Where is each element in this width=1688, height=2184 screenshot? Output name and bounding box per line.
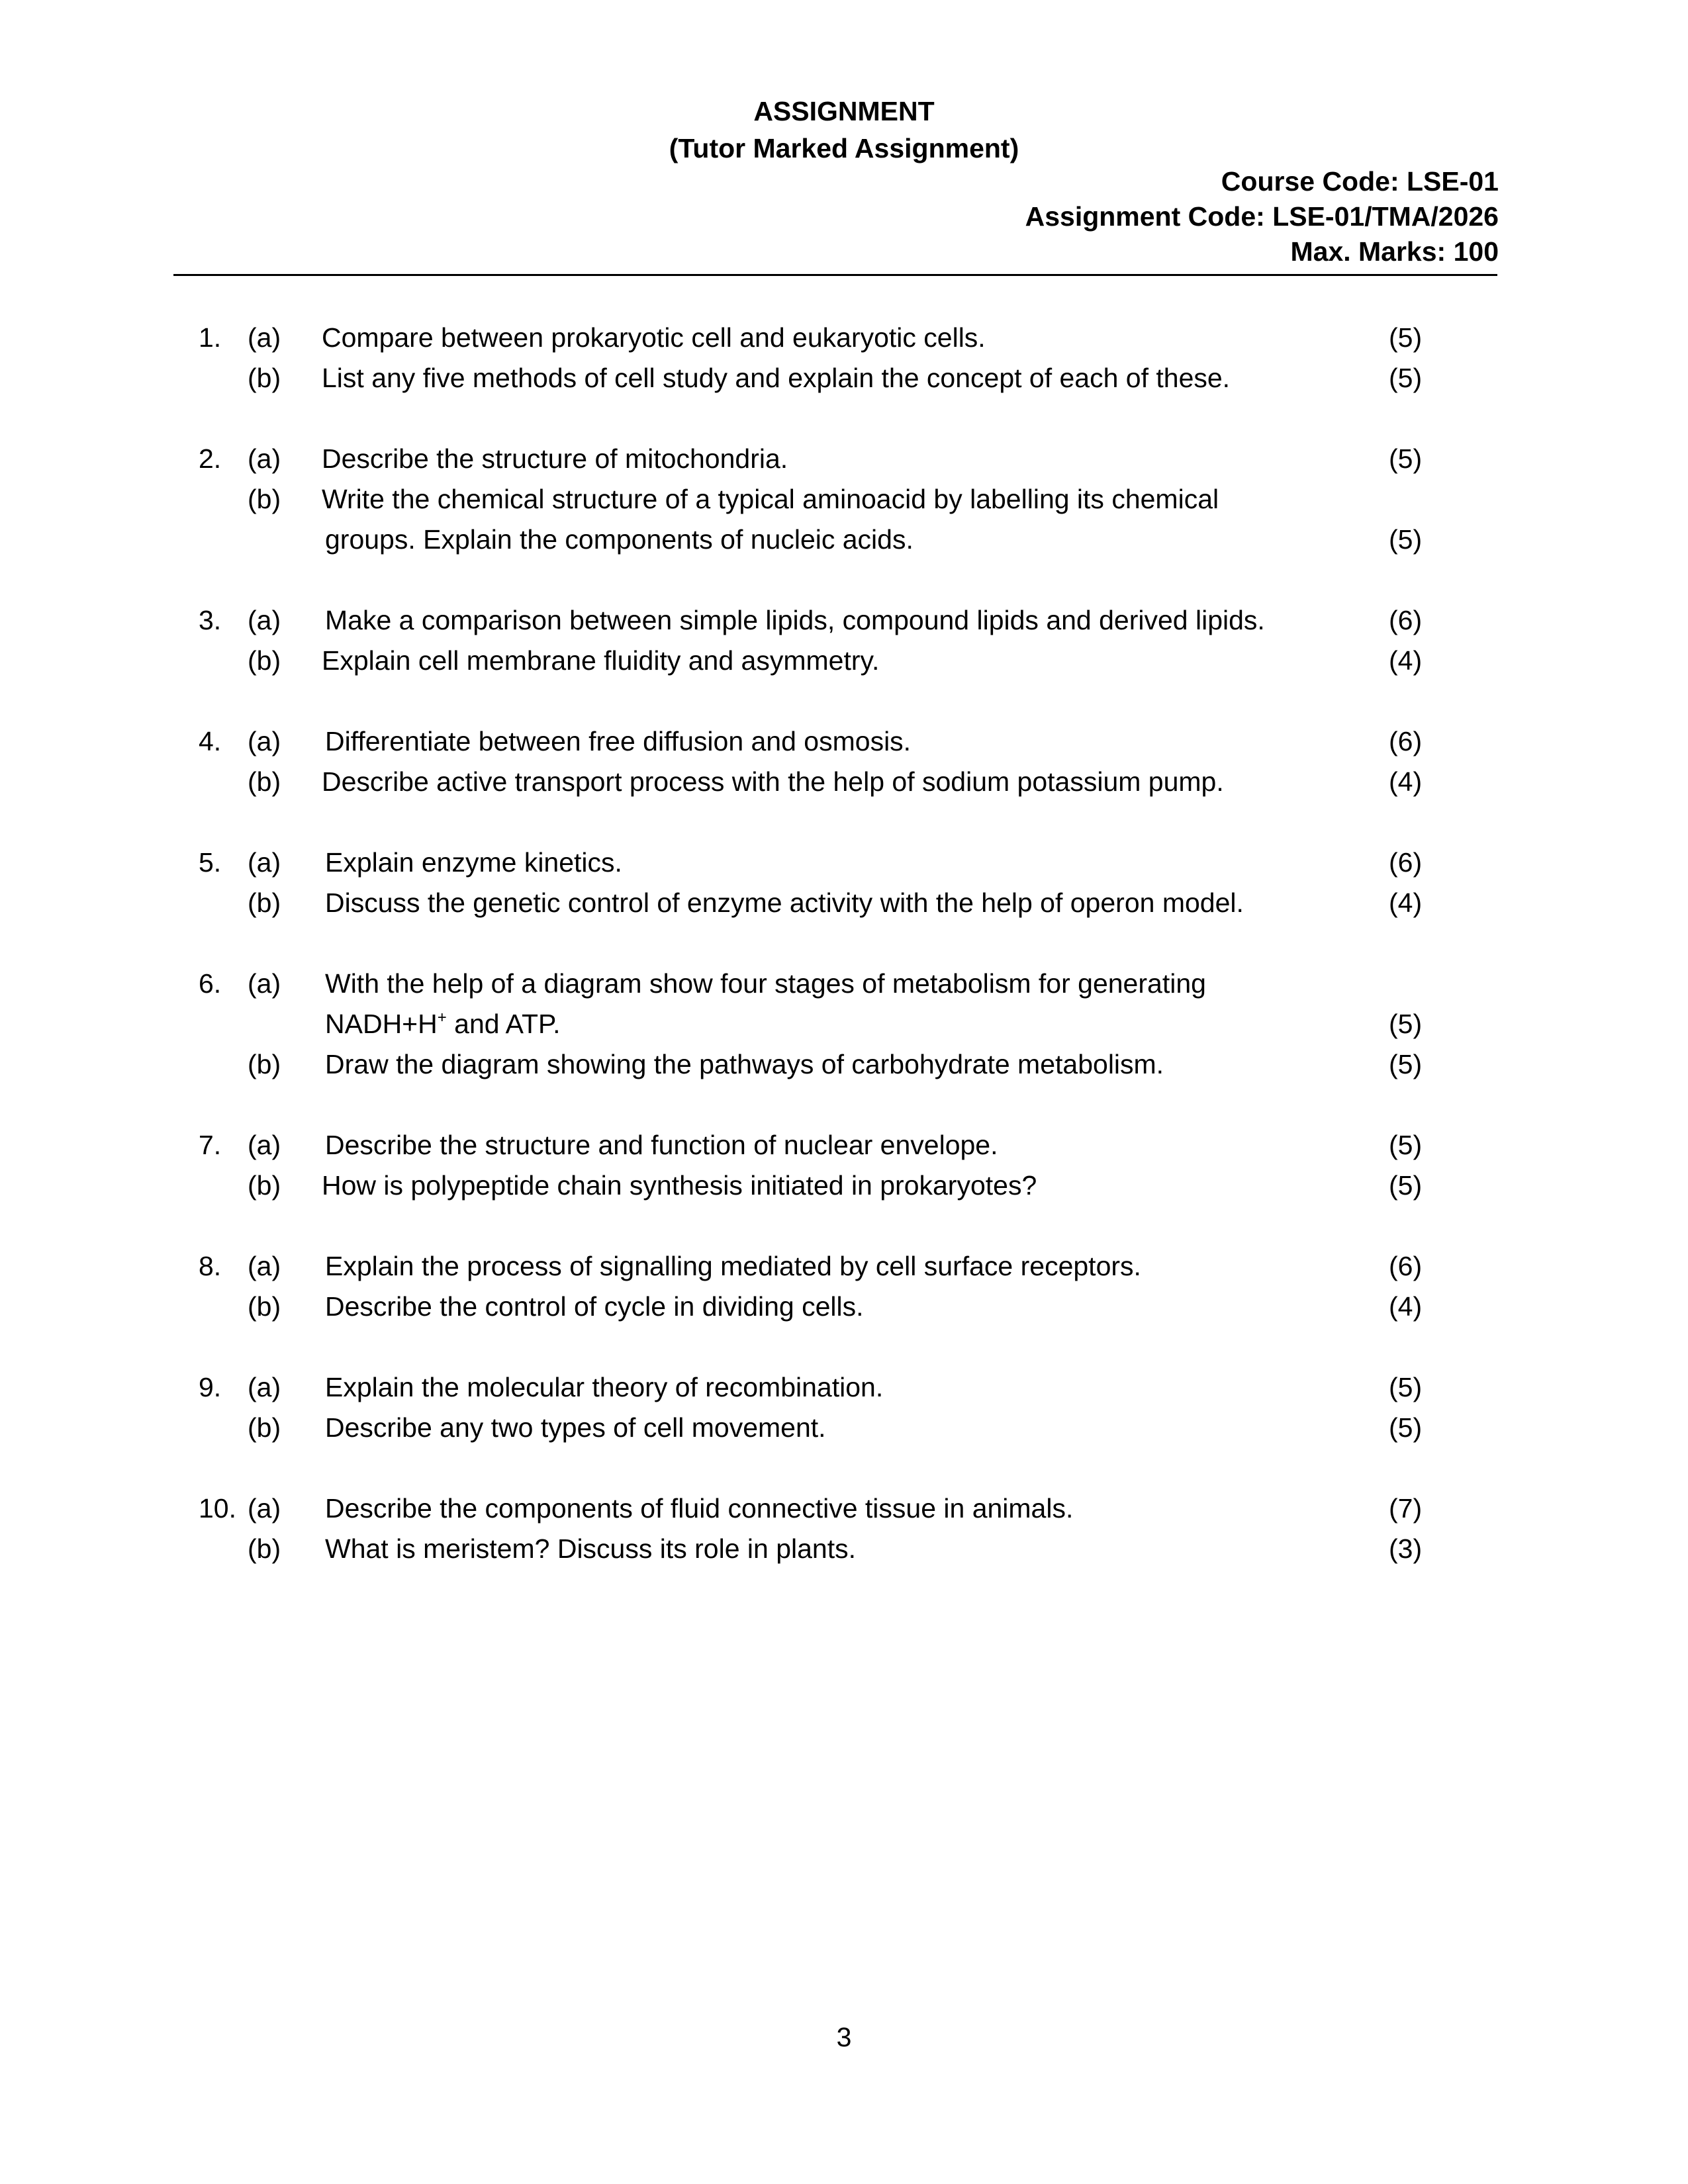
question-part — [0, 318, 1688, 358]
question-number: 8. — [199, 1251, 222, 1281]
question-text: What is meristem? Discuss its role in plants. — [325, 1533, 857, 1564]
part-label: (a) — [248, 1130, 281, 1160]
question-number: 7. — [199, 1130, 222, 1160]
superscript-plus: + — [437, 1009, 447, 1026]
question-3 — [0, 600, 1688, 681]
question-5 — [0, 842, 1688, 923]
part-label: (b) — [248, 363, 281, 393]
question-9 — [0, 1367, 1688, 1448]
marks: (4) — [1389, 887, 1423, 918]
marks: (5) — [1389, 1412, 1423, 1443]
marks: (3) — [1389, 1533, 1423, 1564]
formula-suffix: and ATP. — [446, 1009, 561, 1039]
question-part — [0, 479, 1688, 520]
formula-text: NADH+H — [325, 1009, 438, 1039]
question-text: Explain the process of signalling mediated by cell surface receptors. — [325, 1251, 1141, 1281]
part-label: (b) — [248, 1291, 281, 1322]
max-marks: Max. Marks: 100 — [1290, 236, 1499, 267]
question-part — [0, 641, 1688, 681]
question-part — [0, 842, 1688, 883]
question-number: 6. — [199, 968, 222, 999]
marks: (5) — [1389, 322, 1423, 353]
question-part — [0, 1287, 1688, 1327]
question-number: 2. — [199, 443, 222, 474]
question-text: Explain enzyme kinetics. — [325, 847, 622, 878]
marks: (5) — [1389, 363, 1423, 393]
part-label: (a) — [248, 847, 281, 878]
question-list — [0, 318, 1688, 1610]
question-number: 3. — [199, 605, 222, 635]
part-label: (b) — [248, 766, 281, 797]
question-part — [0, 1125, 1688, 1165]
marks: (5) — [1389, 524, 1423, 555]
marks: (4) — [1389, 766, 1423, 797]
marks: (4) — [1389, 1291, 1423, 1322]
question-1 — [0, 318, 1688, 398]
part-label: (a) — [248, 968, 281, 999]
question-text: Describe the structure of mitochondria. — [322, 443, 788, 474]
part-label: (a) — [248, 1251, 281, 1281]
question-8 — [0, 1246, 1688, 1327]
question-number: 5. — [199, 847, 222, 878]
question-text: Explain cell membrane fluidity and asymmetry. — [322, 645, 880, 676]
marks: (5) — [1389, 1049, 1423, 1079]
question-text: Describe active transport process with the help of sodium potassium pump. — [322, 766, 1224, 797]
assignment-meta — [1025, 164, 1499, 269]
question-part — [0, 1044, 1688, 1085]
part-label: (a) — [248, 1372, 281, 1402]
marks: (6) — [1389, 605, 1423, 635]
page-number: 3 — [836, 2022, 852, 2052]
question-part-continuation — [0, 520, 1688, 560]
question-part — [0, 1367, 1688, 1408]
question-text: Differentiate between free diffusion and osmosis. — [325, 726, 912, 756]
question-part — [0, 1246, 1688, 1287]
part-label: (b) — [248, 1412, 281, 1443]
marks: (6) — [1389, 726, 1423, 756]
part-label: (b) — [248, 887, 281, 918]
question-text: Compare between prokaryotic cell and eukaryotic cells. — [322, 322, 986, 353]
part-label: (a) — [248, 726, 281, 756]
marks: (5) — [1389, 1009, 1423, 1039]
question-part — [0, 883, 1688, 923]
part-label: (a) — [248, 605, 281, 635]
question-text-continuation — [325, 1004, 560, 1044]
question-text: List any five methods of cell study and explain the concept of each of these. — [322, 363, 1231, 393]
question-text: Describe the control of cycle in dividing cells. — [325, 1291, 864, 1322]
question-part — [0, 1165, 1688, 1206]
marks: (4) — [1389, 645, 1423, 676]
title-block — [0, 93, 1688, 167]
question-4 — [0, 721, 1688, 802]
question-part — [0, 439, 1688, 479]
assignment-code: Assignment Code: LSE-01/TMA/2026 — [1025, 201, 1499, 232]
marks: (7) — [1389, 1493, 1423, 1524]
question-text: Draw the diagram showing the pathways of carbohydrate metabolism. — [325, 1049, 1164, 1079]
marks: (5) — [1389, 443, 1423, 474]
question-part — [0, 1488, 1688, 1529]
question-part — [0, 1408, 1688, 1448]
question-part — [0, 721, 1688, 762]
question-text: Discuss the genetic control of enzyme activity with the help of operon model. — [325, 887, 1244, 918]
question-text-continuation: groups. Explain the components of nucleic acids. — [325, 524, 914, 555]
question-text: Explain the molecular theory of recombination. — [325, 1372, 884, 1402]
part-label: (a) — [248, 322, 281, 353]
question-text: How is polypeptide chain synthesis initiated in prokaryotes? — [322, 1170, 1037, 1201]
page-title: ASSIGNMENT — [753, 96, 935, 126]
part-label: (b) — [248, 1170, 281, 1201]
part-label: (b) — [248, 484, 281, 514]
marks: (6) — [1389, 1251, 1423, 1281]
page-subtitle: (Tutor Marked Assignment) — [669, 133, 1019, 163]
part-label: (b) — [248, 1533, 281, 1564]
question-2 — [0, 439, 1688, 560]
question-text: Describe any two types of cell movement. — [325, 1412, 826, 1443]
question-text: With the help of a diagram show four stages of metabolism for generating — [325, 968, 1206, 999]
question-text: Describe the components of fluid connective tissue in animals. — [325, 1493, 1074, 1524]
question-text: Make a comparison between simple lipids, compound lipids and derived lipids. — [325, 605, 1265, 635]
marks: (6) — [1389, 847, 1423, 878]
part-label: (a) — [248, 443, 281, 474]
part-label: (b) — [248, 1049, 281, 1079]
question-text: Write the chemical structure of a typical aminoacid by labelling its chemical — [322, 484, 1219, 514]
marks: (5) — [1389, 1372, 1423, 1402]
part-label: (b) — [248, 645, 281, 676]
part-label: (a) — [248, 1493, 281, 1524]
marks: (5) — [1389, 1130, 1423, 1160]
header-divider — [173, 274, 1497, 276]
question-part — [0, 1529, 1688, 1569]
question-part — [0, 762, 1688, 802]
marks: (5) — [1389, 1170, 1423, 1201]
question-number: 4. — [199, 726, 222, 756]
question-part-continuation — [0, 1004, 1688, 1044]
question-6 — [0, 964, 1688, 1085]
question-number: 1. — [199, 322, 222, 353]
question-10 — [0, 1488, 1688, 1569]
question-part — [0, 358, 1688, 398]
question-number: 9. — [199, 1372, 222, 1402]
question-text: Describe the structure and function of nuclear envelope. — [325, 1130, 998, 1160]
course-code: Course Code: LSE-01 — [1221, 166, 1499, 197]
question-number: 10. — [199, 1493, 236, 1524]
question-part — [0, 600, 1688, 641]
question-7 — [0, 1125, 1688, 1206]
question-part — [0, 964, 1688, 1004]
